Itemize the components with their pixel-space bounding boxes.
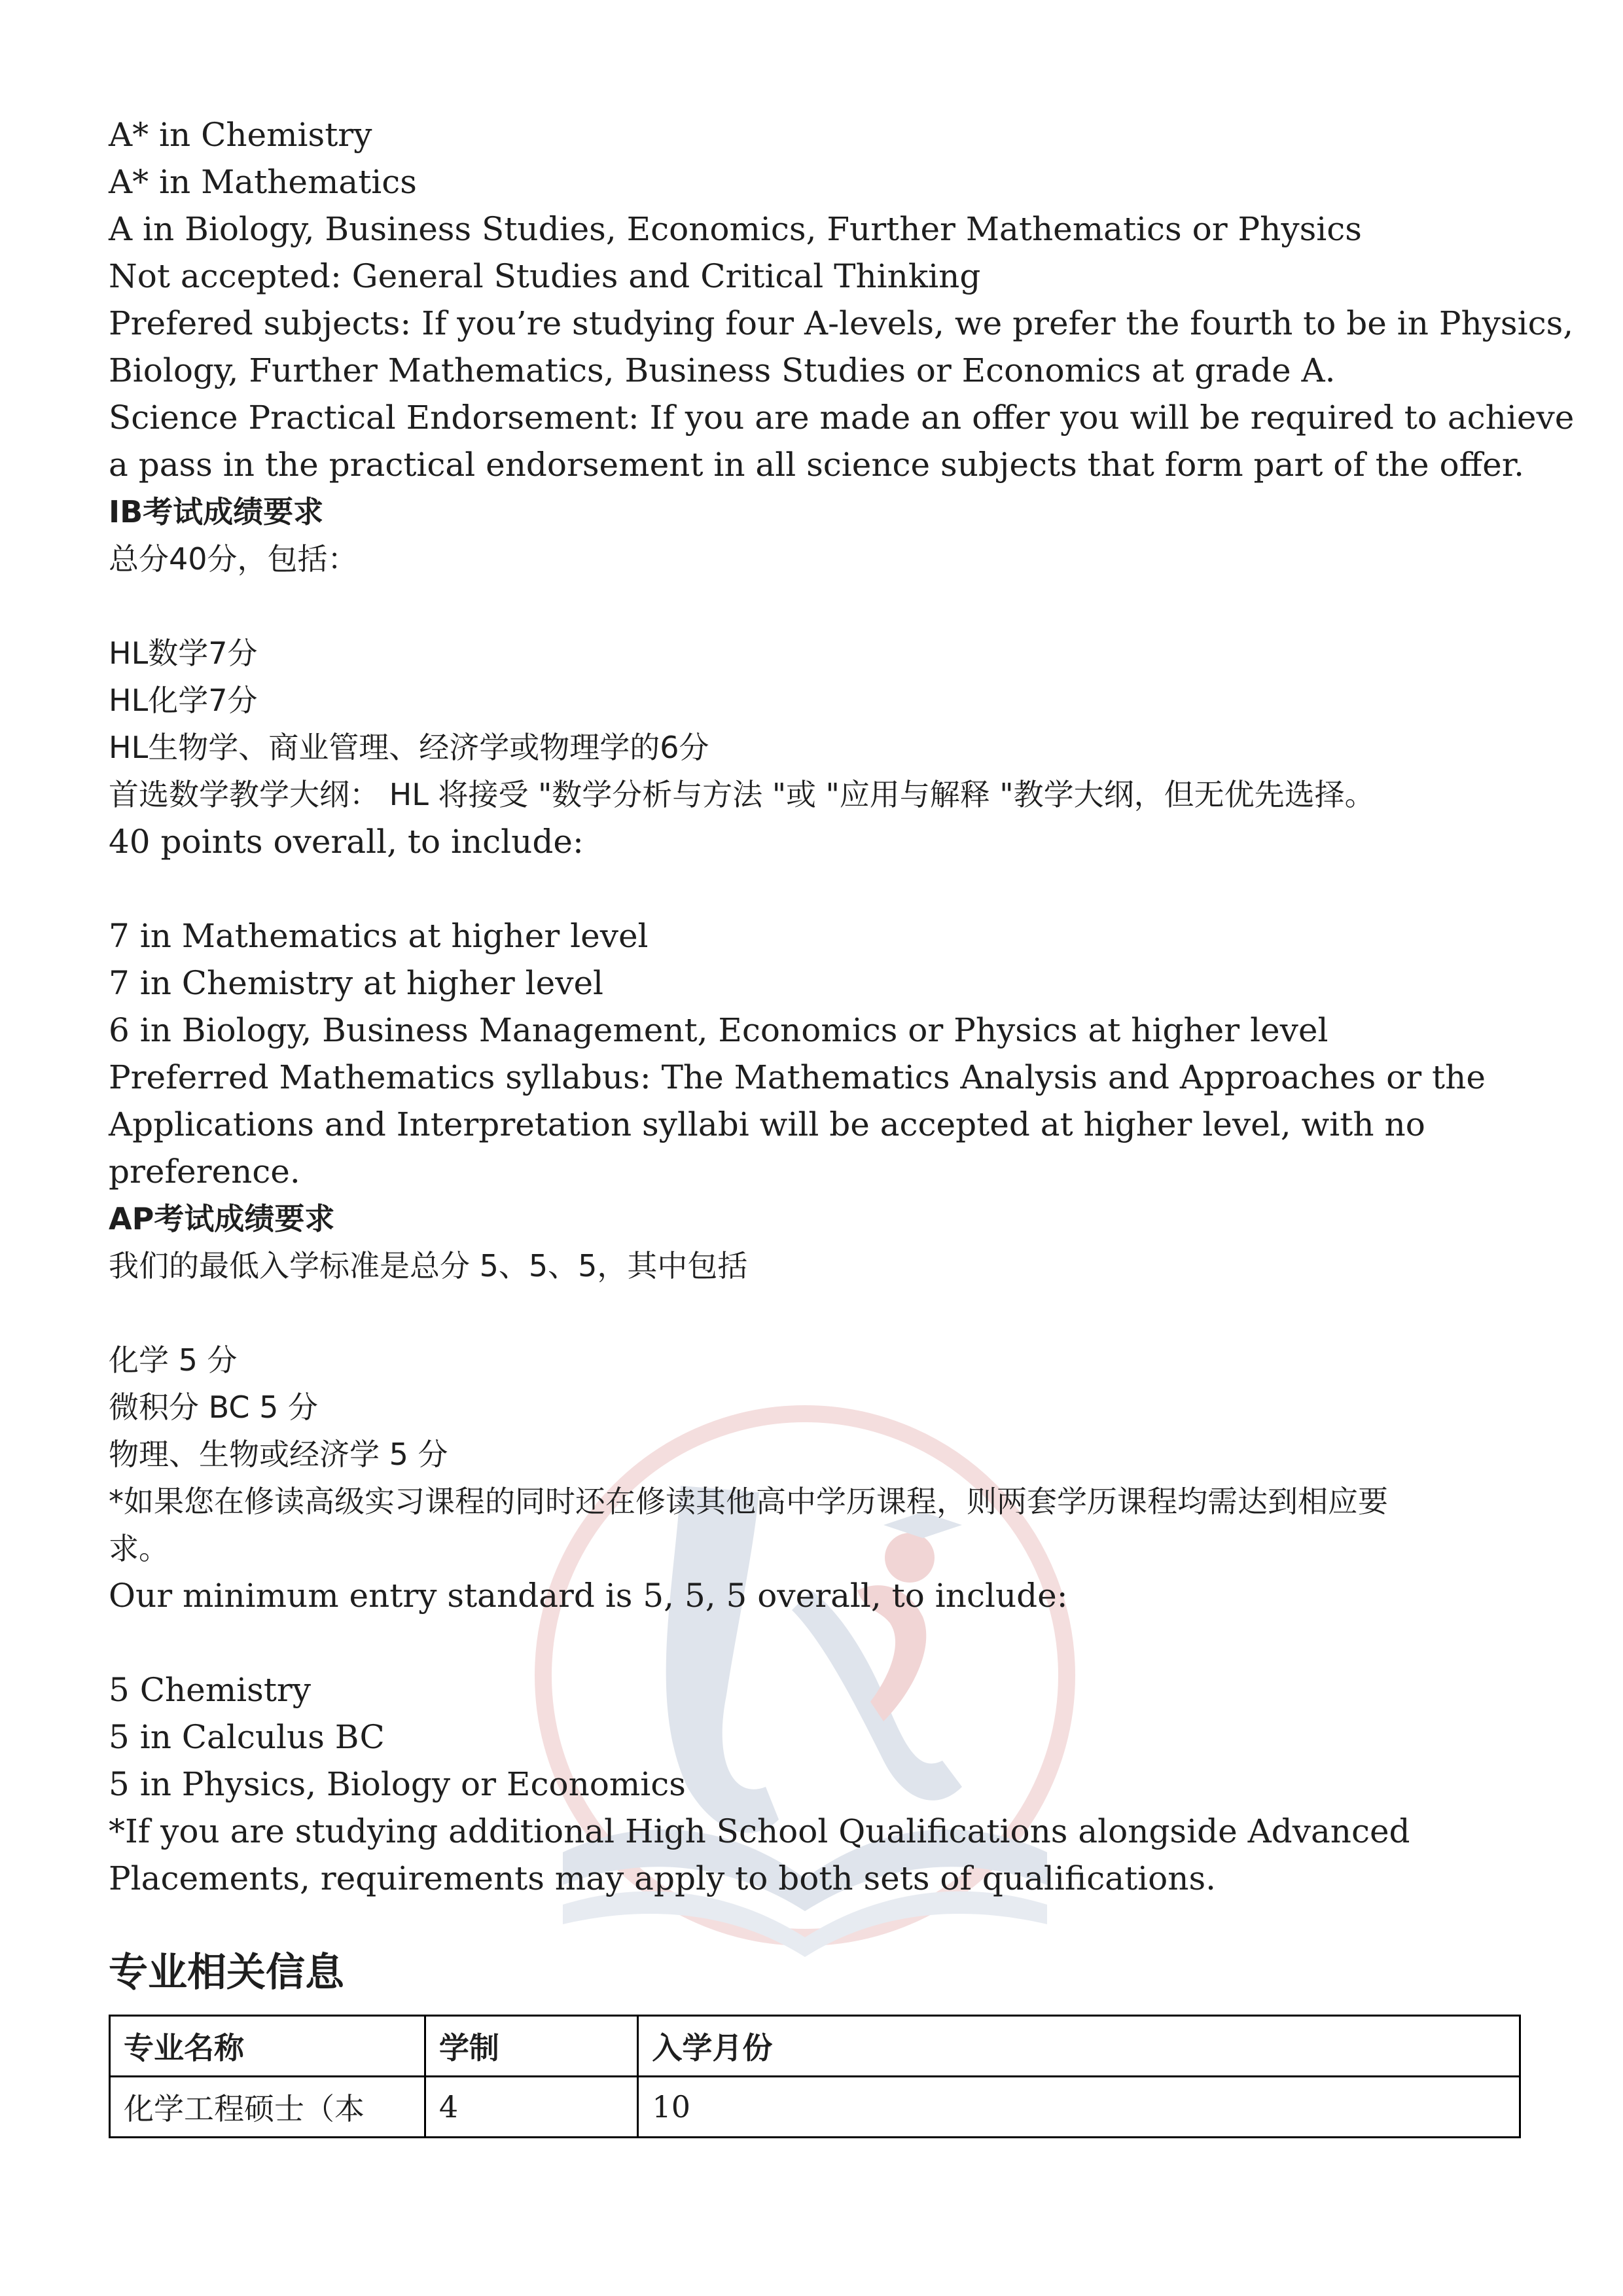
alevel-line: Not accepted: General Studies and Critical Thinking (109, 257, 981, 295)
ap-cn-item: *如果您在修读高级实习课程的同时还在修读其他高中学历课程，则两套学历课程均需达到相应要 (109, 1484, 1388, 1519)
blank-line (109, 865, 1516, 912)
ib-cn-item: HL生物学、商业管理、经济学或物理学的6分 (109, 730, 709, 765)
ap-cn-item: 求。 (109, 1531, 169, 1566)
alevel-requirements (109, 111, 1575, 488)
major-info-table (109, 2015, 1521, 2138)
blank-line (109, 1619, 1516, 1666)
column-header-intake-month: 入学月份 (638, 2016, 1520, 2077)
table-row (110, 2077, 1520, 2138)
ib-heading: IB考试成绩要求 (109, 494, 324, 529)
ib-cn-intro: 总分40分，包括： (109, 541, 358, 577)
ib-cn-item: 首选数学教学大纲： HL 将接受 "数学分析与方法 "或 "应用与解释 "教学大纲，但无优先选择。 (109, 777, 1375, 812)
ap-en-item: 5 Chemistry (109, 1671, 312, 1709)
ib-requirements (109, 488, 1516, 1195)
column-header-major-name: 专业名称 (110, 2016, 425, 2077)
ib-en-item: preference. (109, 1153, 300, 1191)
alevel-line: Biology, Further Mathematics, Business Studies or Economics at grade A. (109, 351, 1336, 389)
alevel-line: Prefered subjects: If you’re studying four A-levels, we prefer the fourth to be in Physics, (109, 304, 1574, 342)
ib-en-intro: 40 points overall, to include: (109, 823, 584, 861)
ap-heading: AP考试成绩要求 (109, 1201, 335, 1236)
ap-en-intro: Our minimum entry standard is 5, 5, 5 overall, to include: (109, 1577, 1068, 1615)
ib-en-item: Preferred Mathematics syllabus: The Mathematics Analysis and Approaches or the (109, 1058, 1486, 1096)
ib-en-item: 6 in Biology, Business Management, Economics or Physics at higher level (109, 1011, 1329, 1049)
ib-en-item: Applications and Interpretation syllabi will be accepted at higher level, with no (109, 1105, 1425, 1143)
blank-line (109, 583, 1516, 630)
ib-en-item: 7 in Mathematics at higher level (109, 917, 649, 955)
ap-en-item: 5 in Calculus BC (109, 1718, 385, 1756)
ap-en-item: 5 in Physics, Biology or Economics (109, 1765, 686, 1803)
ib-cn-item: HL数学7分 (109, 636, 258, 671)
table-header-row (110, 2016, 1520, 2077)
ap-cn-item: 物理、生物或经济学 5 分 (109, 1437, 448, 1472)
ib-cn-item: HL化学7分 (109, 683, 258, 718)
cell-duration: 4 (425, 2077, 638, 2138)
ap-cn-intro: 我们的最低入学标准是总分 5、5、5，其中包括 (109, 1248, 748, 1283)
ap-requirements (109, 1195, 1516, 1902)
alevel-line: a pass in the practical endorsement in all science subjects that form part of the offer. (109, 446, 1525, 484)
major-info-title: 专业相关信息 (109, 1950, 344, 1996)
ap-cn-item: 化学 5 分 (109, 1342, 238, 1378)
alevel-line: A* in Mathematics (109, 163, 417, 201)
ap-cn-item: 微积分 BC 5 分 (109, 1390, 319, 1425)
ap-en-item: *If you are studying additional High School Qualifications alongside Advanced (109, 1812, 1410, 1850)
alevel-line: Science Practical Endorsement: If you are made an offer you will be required to achieve (109, 399, 1575, 437)
document-body (109, 111, 1575, 2138)
cell-intake-month: 10 (638, 2077, 1520, 2138)
ap-en-item: Placements, requirements may apply to both sets of qualifications. (109, 1859, 1217, 1897)
alevel-line: A in Biology, Business Studies, Economics, Further Mathematics or Physics (109, 210, 1362, 248)
alevel-line: A* in Chemistry (109, 116, 372, 154)
cell-major-name: 化学工程硕士（本 (110, 2077, 425, 2138)
column-header-duration: 学制 (425, 2016, 638, 2077)
ib-en-item: 7 in Chemistry at higher level (109, 964, 604, 1002)
blank-line (109, 1289, 1516, 1336)
